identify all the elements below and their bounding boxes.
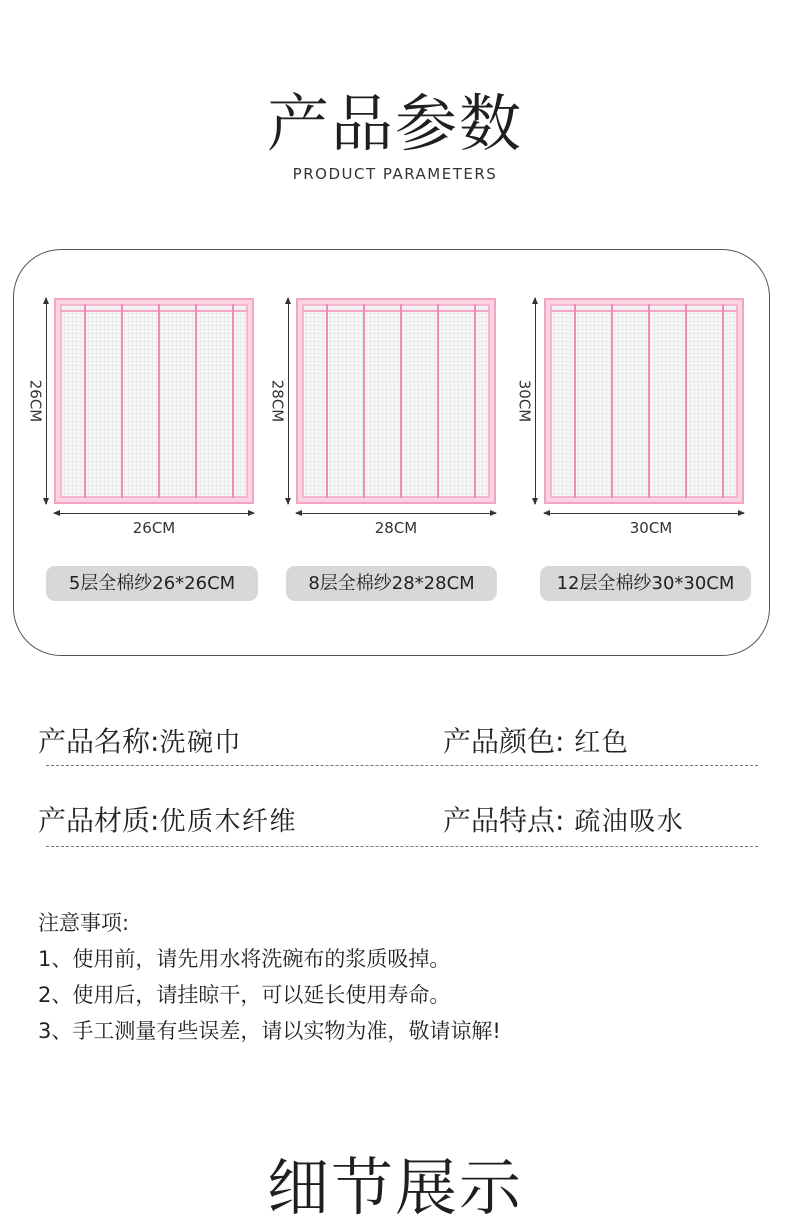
spec-badge: 8层全棉纱28*28CM — [286, 566, 497, 601]
dishcloth-image-30 — [544, 298, 744, 504]
spec-badge: 12层全棉纱30*30CM — [540, 566, 751, 601]
detail-section-title: 细节展示 — [266, 1151, 523, 1224]
param-value: 疏油吸水 — [564, 807, 685, 837]
note-item: 1、使用前，请先用水将洗碗布的浆质吸掉。 — [38, 947, 451, 971]
width-arrow — [544, 513, 744, 514]
dishcloth-image-28 — [296, 298, 496, 504]
spec-badge: 5层全棉纱26*26CM — [46, 566, 258, 601]
param-label: 产品名称: — [38, 725, 160, 758]
section-subtitle: PRODUCT PARAMETERS — [292, 165, 498, 183]
notes-heading: 注意事项: — [38, 911, 130, 935]
width-arrow — [54, 513, 254, 514]
param-label: 产品材质: — [38, 804, 160, 837]
height-label: 30CM — [515, 379, 534, 423]
width-label: 30CM — [629, 519, 673, 537]
divider — [46, 846, 758, 847]
param-material — [38, 801, 297, 842]
width-label: 28CM — [374, 519, 418, 537]
height-label: 28CM — [268, 379, 287, 423]
height-arrow — [288, 298, 289, 504]
param-feature — [443, 801, 684, 842]
param-color — [443, 722, 629, 763]
height-label: 26CM — [26, 379, 45, 423]
width-arrow — [296, 513, 496, 514]
dishcloth-image-26 — [54, 298, 254, 504]
param-value: 洗碗巾 — [159, 728, 242, 758]
param-value: 红色 — [564, 728, 630, 758]
height-arrow — [46, 298, 47, 504]
param-value: 优质木纤维 — [159, 807, 297, 837]
param-name — [38, 722, 242, 763]
section-title: 产品参数 — [266, 87, 523, 160]
param-label: 产品颜色: — [443, 725, 565, 758]
notes-section — [38, 905, 758, 1049]
height-arrow — [535, 298, 536, 504]
width-label: 26CM — [132, 519, 176, 537]
divider — [46, 765, 758, 766]
param-label: 产品特点: — [443, 804, 565, 837]
note-item: 2、使用后，请挂晾干，可以延长使用寿命。 — [38, 983, 451, 1007]
note-item: 3、手工测量有些误差，请以实物为准，敬请谅解! — [38, 1019, 501, 1043]
